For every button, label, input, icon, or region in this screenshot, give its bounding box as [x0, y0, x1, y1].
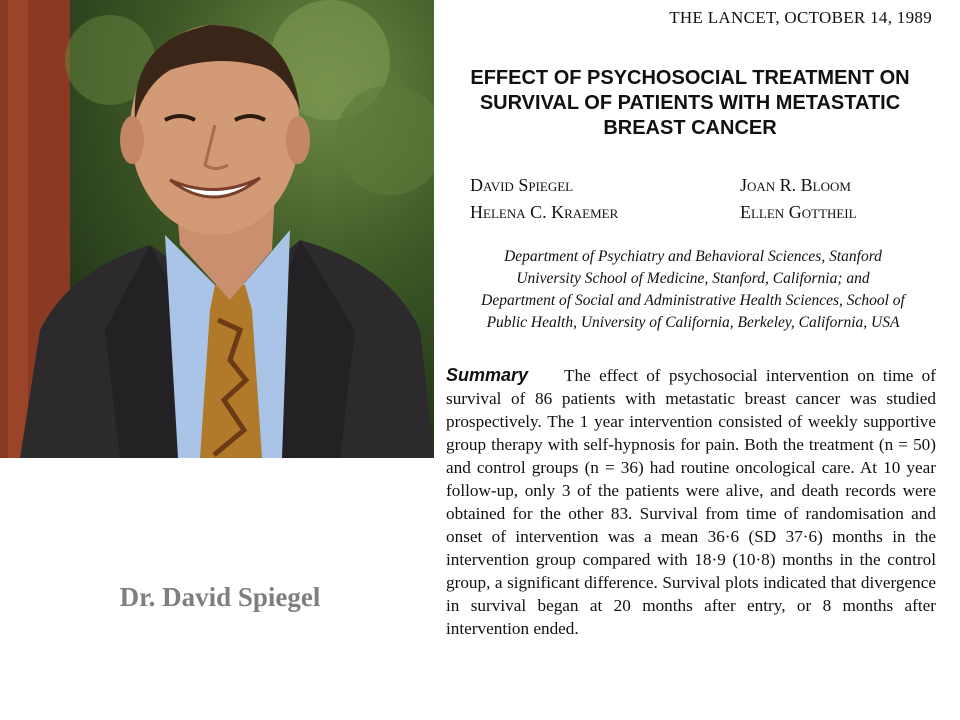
summary-body: metastatic breast cancer was studied prospectively. The 1 year intervention consisted of weekly supportive group therapy with self-hypnosis for pain. Both the treatment (n = 50) and control groups (n = 36) had routine oncological care. At 10 year follow-up, only 3 of the patients were alive, and death records were obtained for the other 83. Survival from time of randomisation and onset of intervention was a mean 36·6 (SD 37·6) months in the intervention group compared with 18·9 (10·8) months in the control group, a significant difference. Survival plots indicated that divergence in survival began at 20 months after entry, or 8 months after intervention ended.: [446, 389, 936, 638]
portrait-illustration: [0, 0, 434, 458]
affiliation-line: Department of Social and Administrative Health Sciences, School of: [481, 292, 905, 309]
affiliation-line: Department of Psychiatry and Behavioral Sciences, Stanford: [504, 248, 882, 265]
summary-paragraph: [446, 364, 936, 640]
portrait-photo: [0, 0, 434, 458]
paper-excerpt: [440, 0, 960, 720]
author-name: Ellen Gottheil: [740, 202, 857, 222]
summary-first-sentence: The effect of psychosocial intervention on time of survival of 86 patients with: [446, 366, 936, 408]
author-column-left: [470, 172, 618, 226]
summary-label: Summary: [446, 365, 529, 385]
author-column-right: [740, 172, 857, 226]
affiliation: [448, 246, 938, 334]
author-name: Joan R. Bloom: [740, 175, 851, 195]
article-title: [440, 66, 940, 141]
title-line: EFFECT OF PSYCHOSOCIAL TREATMENT ON: [470, 67, 910, 89]
title-line: SURVIVAL OF PATIENTS WITH METASTATIC: [479, 92, 901, 114]
author-name: David Spiegel: [470, 175, 574, 195]
affiliation-line: Public Health, University of California, Berkeley, California, USA: [486, 314, 900, 331]
title-line: BREAST CANCER: [603, 117, 777, 139]
journal-header: THE LANCET, OCTOBER 14, 1989: [669, 8, 932, 27]
photo-caption: Dr. David Spiegel: [119, 582, 321, 612]
author-name: Helena C. Kraemer: [470, 202, 619, 222]
affiliation-line: University School of Medicine, Stanford, California; and: [516, 270, 870, 287]
